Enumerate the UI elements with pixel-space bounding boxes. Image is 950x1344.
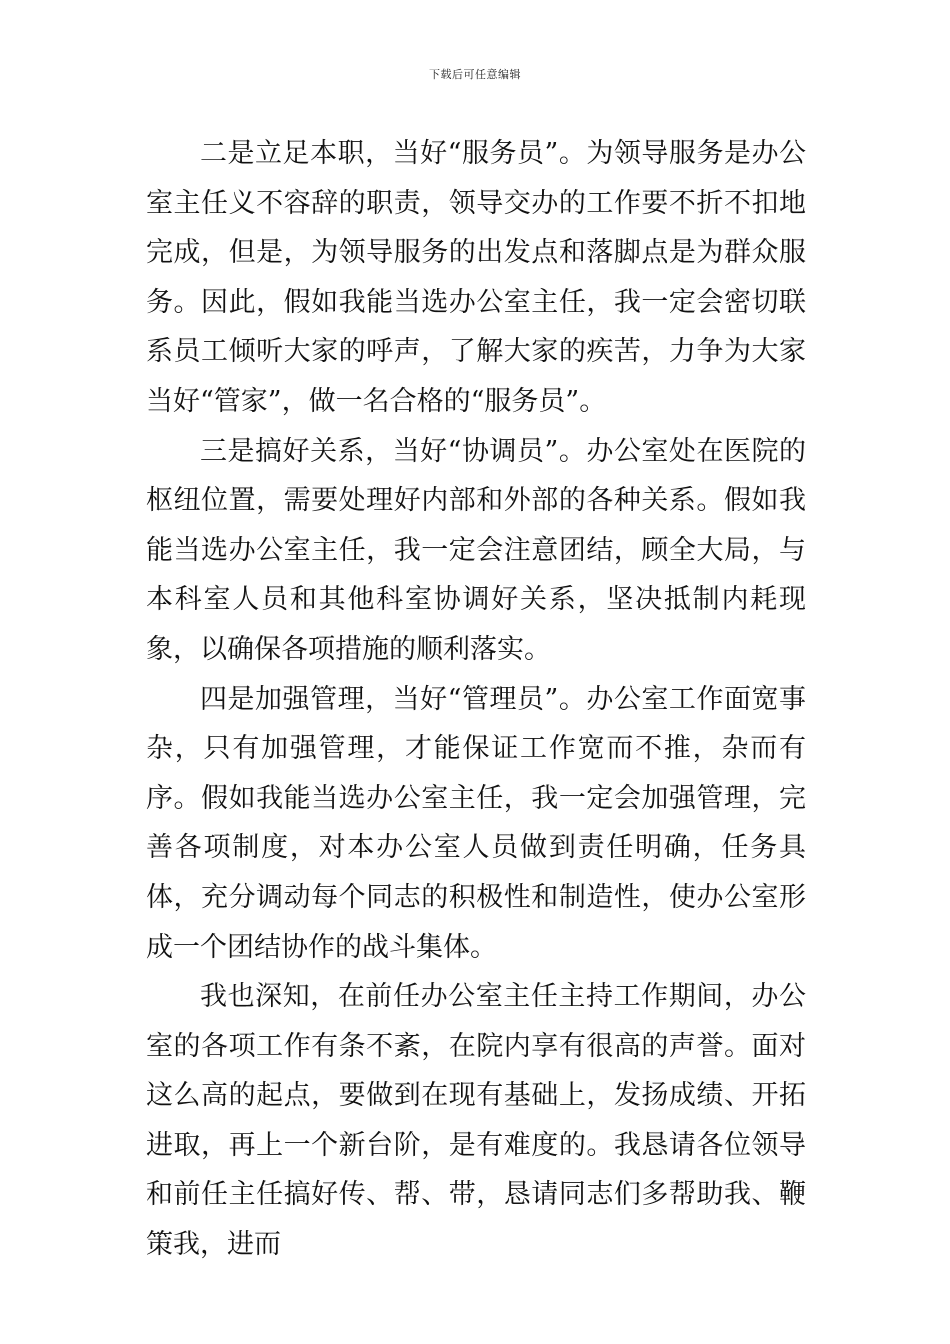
page-header: 下载后可任意编辑	[429, 68, 521, 81]
paragraph-closing: 我也深知，在前任办公室主任主持工作期间，办公室的各项工作有条不紊，在院内享有很高的声誉。面对这么高的起点，要做到在现有基础上，发扬成绩、开拓进取，再上一个新台阶，是有难度的。我恳请各位领导和前任主任搞好传、帮、带，恳请同志们多帮助我、鞭策我，进而	[146, 981, 806, 1261]
paragraph-service: 二是立足本职，当好“服务员”。为领导服务是办公室主任义不容辞的职责，领导交办的工作要不折不扣地完成，但是，为领导服务的出发点和落脚点是为群众服务。因此，假如我能当选办公室主任，我一定会密切联系员工倾听大家的呼声，了解大家的疾苦，力争为大家当好“管家”，做一名合格的“服务员”。	[146, 138, 806, 417]
paragraph-coordination: 三是搞好关系，当好“协调员”。办公室处在医院的枢纽位置，需要处理好内部和外部的各种关系。假如我能当选办公室主任，我一定会注意团结，顾全大局，与本科室人员和其他科室协调好关系，坚决抵制内耗现象，以确保各项措施的顺利落实。	[146, 435, 806, 665]
document-body	[146, 129, 806, 1270]
paragraph-management: 四是加强管理，当好“管理员”。办公室工作面宽事杂，只有加强管理，才能保证工作宽而不推，杂而有序。假如我能当选办公室主任，我一定会加强管理，完善各项制度，对本办公室人员做到责任明确，任务具体，充分调动每个同志的积极性和制造性，使办公室形成一个团结协作的战斗集体。	[146, 683, 806, 963]
